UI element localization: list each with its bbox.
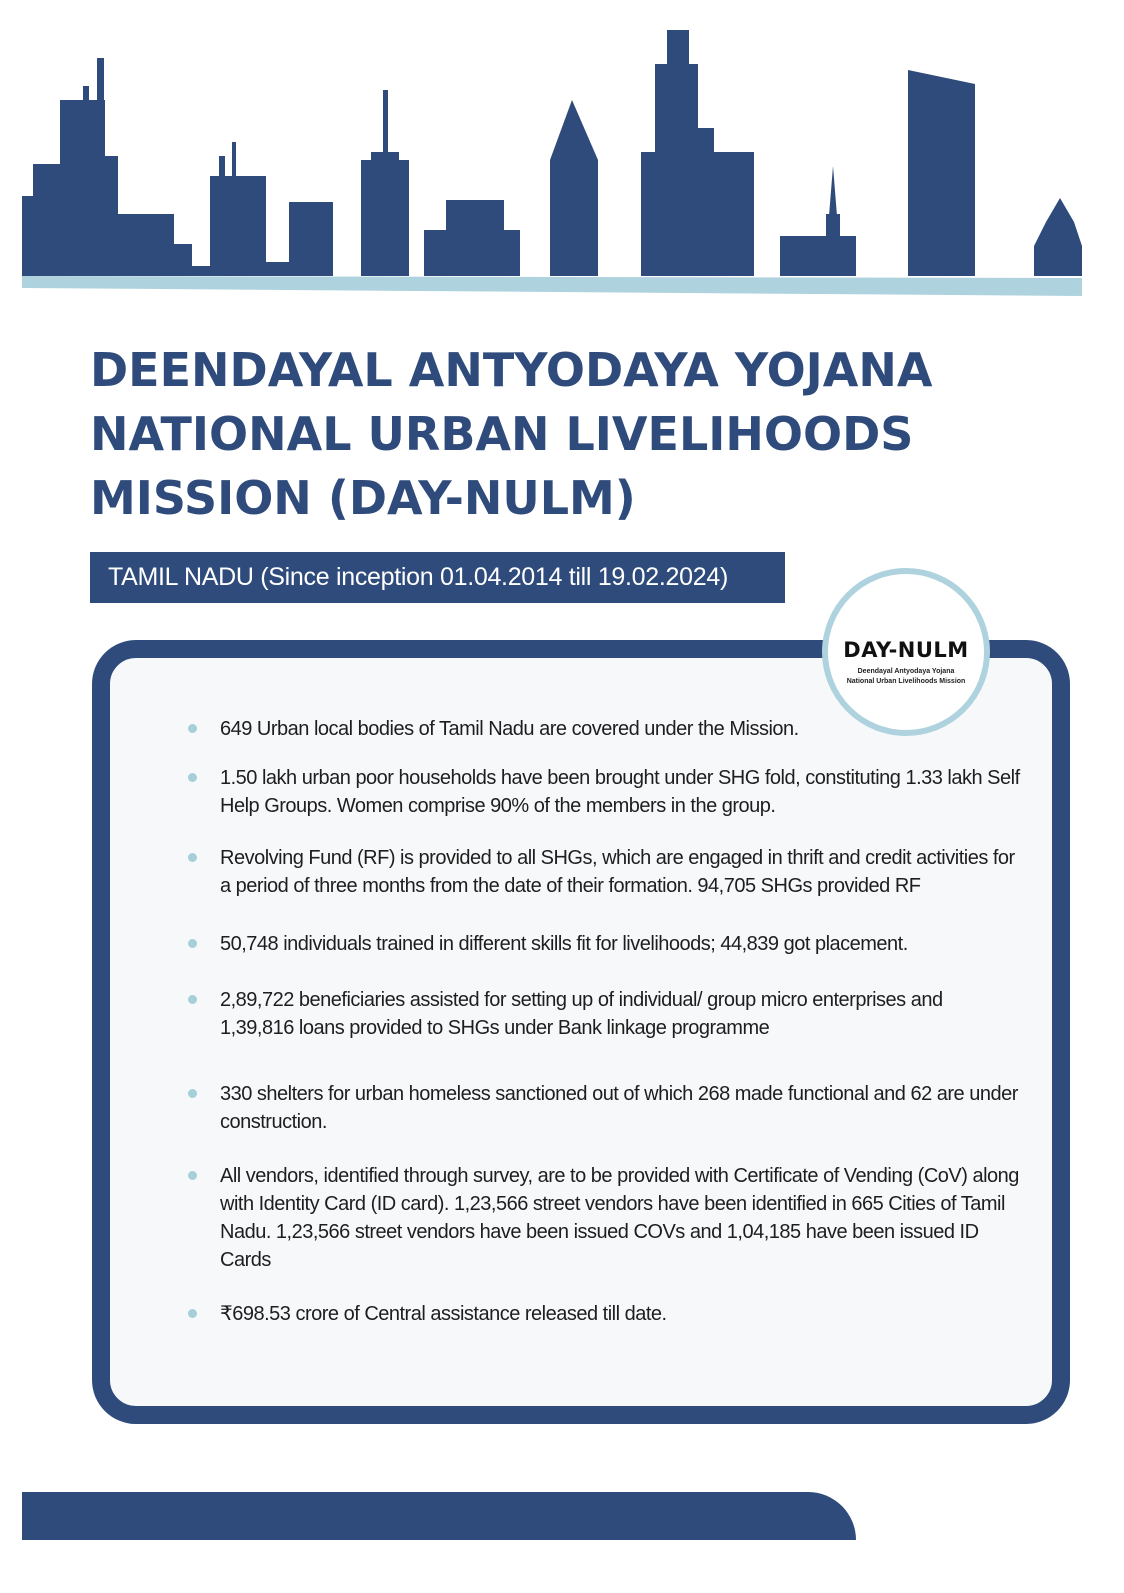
- building-spire: [829, 166, 837, 216]
- highlights-card: [92, 640, 1070, 1424]
- building-spire: [219, 156, 225, 178]
- building: [696, 128, 714, 276]
- skyline-ground-strip: [22, 276, 1082, 296]
- building: [33, 164, 63, 276]
- list-item-text: 1.50 lakh urban poor households have been brought under SHG fold, constituting 1.33 lakh Self Help Groups. Women comprise 90% of the members in the group.: [220, 767, 1020, 817]
- building: [641, 152, 701, 276]
- logo-subtitle-line-1: Deendayal Antyodaya Yojana: [857, 668, 955, 675]
- building: [424, 230, 520, 276]
- building: [908, 70, 975, 276]
- building: [289, 202, 333, 276]
- building: [60, 100, 105, 276]
- title-line-1: DEENDAYAL ANTYODAYA YOJANA: [90, 343, 933, 397]
- day-nulm-logo: [822, 568, 990, 736]
- logo-subtitle-line-2: National Urban Livelihoods Mission: [846, 678, 966, 685]
- list-item-text: 2,89,722 beneficiaries assisted for setting up of individual/ group micro enterprises and 1,39,816 loans provided to SHGs under Bank linkage programme: [220, 989, 943, 1039]
- building: [210, 176, 266, 276]
- building: [22, 196, 34, 276]
- list-item-text: All vendors, identified through survey, are to be provided with Certificate of Vending (CoV) along with Identity Card (ID card). 1,23,566 street vendors have been identified in 665 Cities of Tamil Nadu. 1,23,566 street vendors have been issued COVs and 1,04,185 have been issued ID Cards: [220, 1165, 1019, 1271]
- building: [655, 64, 698, 156]
- title-line-2: NATIONAL URBAN LIVELIHOODS: [90, 407, 914, 461]
- list-item-text: 330 shelters for urban homeless sanctioned out of which 268 made functional and 62 are under construction.: [220, 1083, 1018, 1133]
- building: [264, 262, 290, 276]
- building: [446, 200, 504, 232]
- building-spire: [83, 86, 89, 102]
- building-pointed: [1034, 198, 1082, 276]
- building: [361, 160, 409, 276]
- state-period-banner: TAMIL NADU (Since inception 01.04.2014 till 19.02.2024): [90, 552, 785, 603]
- building: [667, 30, 689, 66]
- building-spire: [383, 90, 388, 154]
- building: [172, 244, 192, 276]
- logo-title: DAY-NULM: [843, 638, 969, 662]
- list-item-text: 649 Urban local bodies of Tamil Nadu are covered under the Mission.: [220, 718, 799, 740]
- building: [114, 214, 174, 276]
- building: [190, 266, 212, 276]
- city-skyline-illustration: [0, 0, 1124, 310]
- title-line-3: MISSION (DAY-NULM): [90, 471, 636, 525]
- page-title: [90, 338, 1050, 530]
- list-item-text: 50,748 individuals trained in different skills fit for livelihoods; 44,839 got placement.: [220, 933, 908, 955]
- list-item-text: ₹698.53 crore of Central assistance released till date.: [220, 1303, 667, 1325]
- list-item-text: Revolving Fund (RF) is provided to all SHGs, which are engaged in thrift and credit activities for a period of three months from the date of their formation. 94,705 SHGs provided RF: [220, 847, 1015, 897]
- footer-bar: [22, 1492, 856, 1540]
- building: [780, 236, 856, 276]
- building: [826, 214, 840, 238]
- building-spire: [232, 142, 236, 178]
- building: [712, 152, 754, 276]
- building-pointed: [550, 100, 598, 276]
- building-spire: [97, 58, 104, 102]
